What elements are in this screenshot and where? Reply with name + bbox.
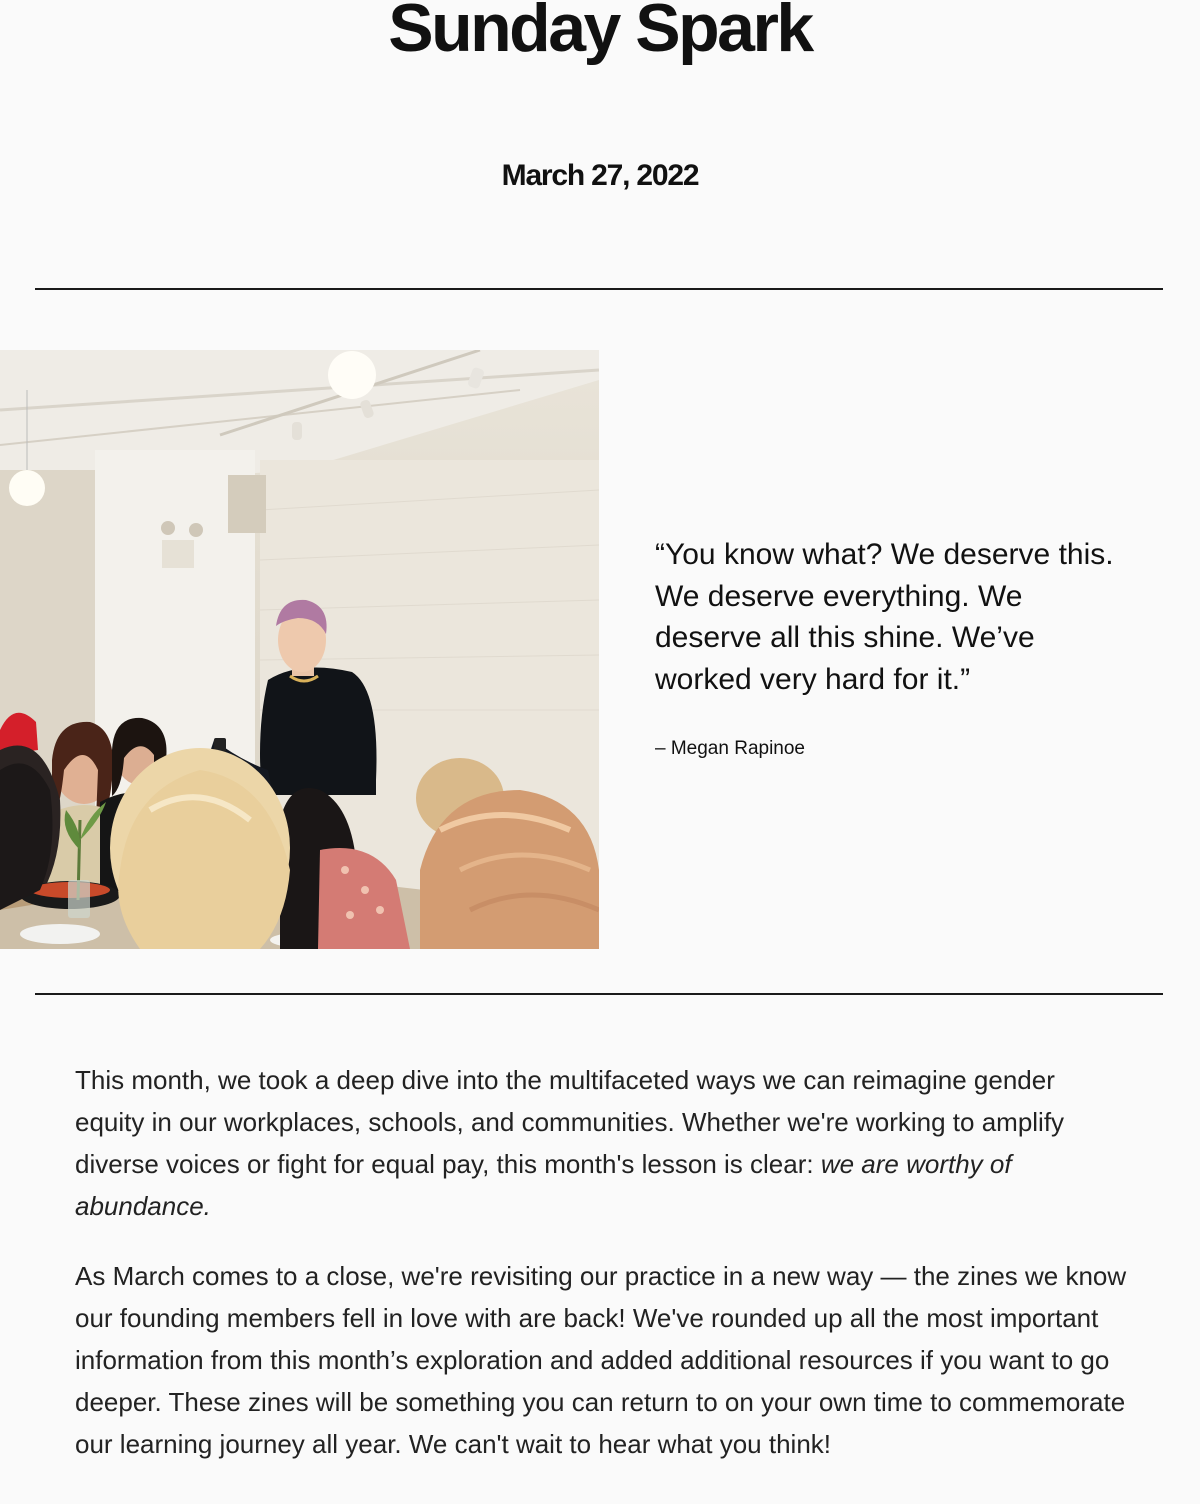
intro-paragraph (75, 1059, 1130, 1227)
intro-paragraph-emphasis: we are worthy of abundance. (75, 1149, 1012, 1221)
event-photo-illustration (0, 350, 599, 949)
issue-date: March 27, 2022 (501, 159, 699, 192)
divider-top (35, 288, 1163, 290)
quote-attribution: – Megan Rapinoe (655, 738, 805, 759)
event-photo (0, 350, 599, 949)
divider-bottom (35, 993, 1163, 995)
newsletter-title: Sunday Spark (388, 0, 812, 66)
zines-paragraph: As March comes to a close, we're revisiting our practice in a new way — the zines we know our founding members fell in love with are back! We've rounded up all the most important information from this month’s exploration and added additional resources if you want to go deeper. These zines will be something you can return to on your own time to commemorate our learning journey all year. We can't wait to hear what you think! (75, 1261, 1127, 1459)
intro-paragraph-text: This month, we took a deep dive into the multifaceted ways we can reimagine gender equity in our workplaces, schools, and communities. Whether we're working to amplify diverse voices or fight for equal pay, this month's lesson is clear: (75, 1065, 1065, 1179)
featured-quote: “You know what? We deserve this. We deserve everything. We deserve all this shine. We’ve worked very hard for it.” (655, 538, 1114, 696)
